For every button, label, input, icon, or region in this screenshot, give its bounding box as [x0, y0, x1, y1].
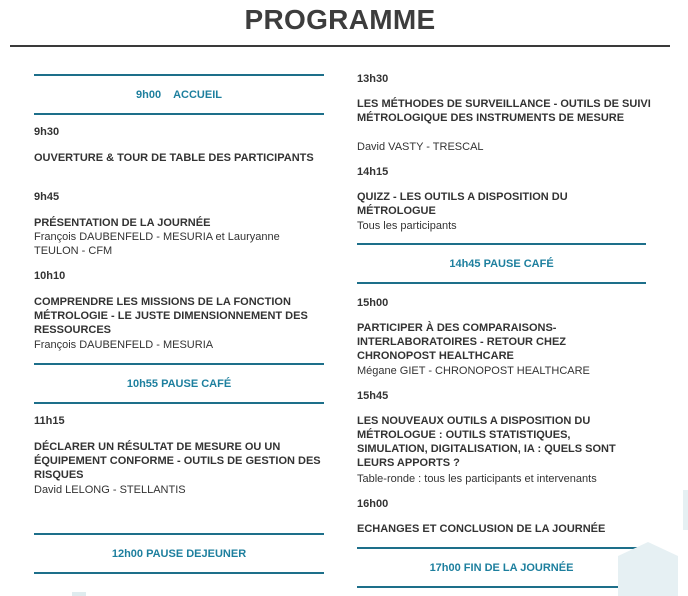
session-title: OUVERTURE & TOUR DE TABLE DES PARTICIPANTS	[34, 152, 314, 164]
session-speaker: David VASTY - TRESCAL	[357, 141, 484, 153]
title-divider	[10, 45, 670, 47]
session-speaker: Mégane GIET - CHRONOPOST HEALTHCARE	[357, 365, 590, 377]
session-speaker: Tous les participants	[357, 220, 457, 232]
accueil-label: ACCUEIL	[173, 88, 222, 101]
session-title: PARTICIPER À DES COMPARAISONS-INTERLABORATOIRES - RETOUR CHEZ CHRONOPOST HEALTHCARE	[357, 322, 567, 362]
session-speaker: François DAUBENFELD - MESURIA	[34, 339, 214, 351]
session-title: QUIZZ - LES OUTILS A DISPOSITION DU MÉTROLOGUE	[357, 191, 568, 217]
session-speaker: David LELONG - STELLANTIS	[34, 484, 186, 496]
session-time: 9h30	[34, 126, 60, 138]
decorative-edge-shape	[680, 490, 688, 530]
fin-journee-band: 17h00 FIN DE LA JOURNÉE	[357, 547, 646, 588]
session-time: 10h10	[34, 270, 66, 282]
pause-cafe-band: 10h55 PAUSE CAFÉ	[34, 363, 324, 404]
accueil-band	[34, 74, 324, 115]
session-time: 15h45	[357, 390, 389, 402]
session-speaker: Table-ronde : tous les participants et intervenants	[357, 473, 597, 485]
session-speaker: François DAUBENFELD - MESURIA et Lauryanne TEULON - CFM	[34, 231, 280, 257]
session-time: 9h45	[34, 191, 60, 203]
session-time: 11h15	[34, 415, 65, 427]
session-title: LES MÉTHODES DE SURVEILLANCE - OUTILS DE SUIVI MÉTROLOGIQUE DES INSTRUMENTS DE MESURE	[357, 98, 651, 124]
session-title: LES NOUVEAUX OUTILS A DISPOSITION DU MÉTROLOGUE : OUTILS STATISTIQUES, SIMULATION, DIGITALISATION, IA : QUELS SONT LEURS APPORTS ?	[357, 415, 616, 469]
pause-cafe-band: 14h45 PAUSE CAFÉ	[357, 243, 646, 284]
session-title: ECHANGES ET CONCLUSION DE LA JOURNÉE	[357, 523, 606, 535]
pause-dejeuner-band: 12h00 PAUSE DEJEUNER	[34, 533, 324, 574]
session-time: 13h30	[357, 73, 389, 85]
session-time: 16h00	[357, 498, 389, 510]
decorative-hexagon-shape	[608, 540, 688, 596]
session-title: DÉCLARER UN RÉSULTAT DE MESURE OU UN ÉQUIPEMENT CONFORME - OUTILS DE GESTION DES RISQUES	[34, 441, 321, 481]
decorative-dot-shape	[72, 590, 92, 596]
session-time: 14h15	[357, 166, 389, 178]
page-title: PROGRAMME	[244, 4, 436, 35]
accueil-time: 9h00	[136, 88, 162, 101]
session-title: PRÉSENTATION DE LA JOURNÉE	[34, 217, 211, 229]
session-title: COMPRENDRE LES MISSIONS DE LA FONCTION MÉTROLOGIE - LE JUSTE DIMENSIONNEMENT DES RESSOURCES	[34, 296, 308, 336]
session-time: 15h00	[357, 297, 389, 309]
